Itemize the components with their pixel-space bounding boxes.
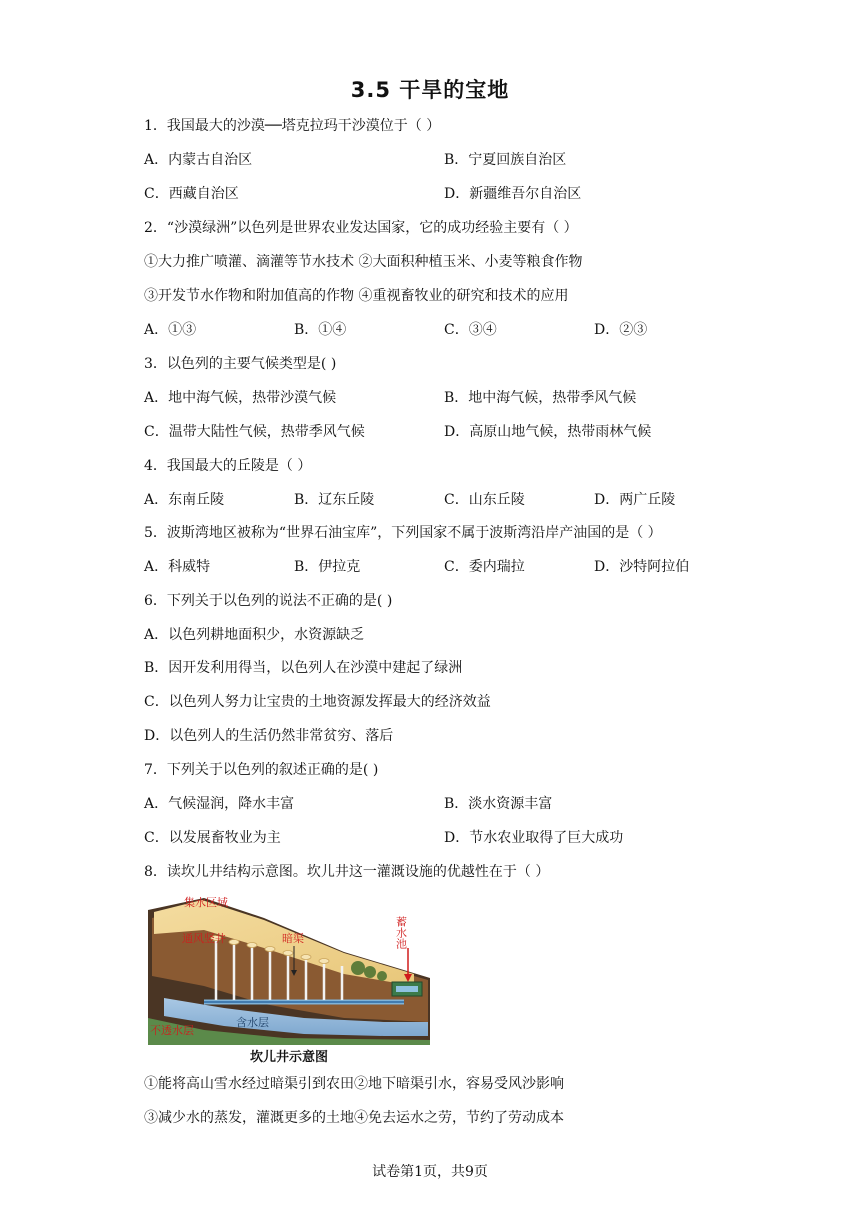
question-2-option-c: C．③④ [444, 322, 497, 338]
label-impermeable: 不透水层 [150, 1024, 194, 1037]
question-7-option-a: A．气候湿润，降水丰富 [144, 796, 295, 812]
question-6-option-c: C．以色列人努力让宝贵的土地资源发挥最大的经济效益 [144, 694, 491, 710]
question-6-option-d: D．以色列人的生活仍然非常贫穷、落后 [144, 728, 394, 744]
question-3-option-d: D．高原山地气候，热带雨林气候 [444, 424, 652, 440]
question-2-option-b: B．①④ [294, 322, 347, 338]
karez-diagram [144, 890, 434, 1070]
question-2-option-d: D．②③ [594, 322, 648, 338]
question-5-option-d: D．沙特阿拉伯 [594, 559, 690, 575]
question-1-option-c: C．西藏自治区 [144, 186, 239, 202]
question-3-option-a: A．地中海气候，热带沙漠气候 [144, 390, 337, 406]
question-2-statement-1: ①大力推广喷灌、滴灌等节水技术 ②大面积种植玉米、小麦等粮食作物 [144, 254, 583, 270]
question-7-option-b: B．淡水资源丰富 [444, 796, 553, 812]
question-4-option-b: B．辽东丘陵 [294, 492, 375, 508]
question-4-stem: 4．我国最大的丘陵是（ ） [144, 458, 312, 474]
question-6-stem: 6．下列关于以色列的说法不正确的是( ) [144, 593, 393, 609]
question-1-option-b: B．宁夏回族自治区 [444, 152, 567, 168]
label-reservoir: 蓄水池 [394, 916, 408, 949]
question-4-option-c: C．山东丘陵 [444, 492, 525, 508]
question-6-option-a: A．以色列耕地面积少，水资源缺乏 [144, 627, 365, 643]
question-3-option-c: C．温带大陆性气候，热带季风气候 [144, 424, 365, 440]
label-shaft: 通风竖井 [182, 932, 226, 945]
question-8-statement-2: ③减少水的蒸发，灌溉更多的土地④免去运水之劳，节约了劳动成本 [144, 1110, 564, 1126]
question-2-stem: 2．“沙漠绿洲”以色列是世界农业发达国家，它的成功经验主要有（ ） [144, 220, 578, 236]
question-1-stem: 1．我国最大的沙漠──塔克拉玛干沙漠位于（ ） [144, 118, 441, 134]
karez-illustration [144, 890, 434, 1045]
label-aquifer: 含水层 [236, 1016, 269, 1029]
question-8-stem: 8．读坎儿井结构示意图。坎儿井这一灌溉设施的优越性在于（ ） [144, 864, 550, 880]
label-channel: 暗渠 [282, 932, 304, 945]
question-2-statement-2: ③开发节水作物和附加值高的作物 ④重视畜牧业的研究和技术的应用 [144, 288, 569, 304]
question-7-option-c: C．以发展畜牧业为主 [144, 830, 281, 846]
question-3-option-b: B．地中海气候，热带季风气候 [444, 390, 637, 406]
question-3-stem: 3．以色列的主要气候类型是( ) [144, 356, 337, 372]
page-title: 3.5 干旱的宝地 [350, 78, 510, 102]
question-1-option-a: A．内蒙古自治区 [144, 152, 253, 168]
question-7-option-d: D．节水农业取得了巨大成功 [444, 830, 624, 846]
question-5-stem: 5．波斯湾地区被称为“世界石油宝库”，下列国家不属于波斯湾沿岸产油国的是（ ） [144, 525, 662, 541]
question-6-option-b: B．因开发利用得当，以色列人在沙漠中建起了绿洲 [144, 660, 463, 676]
question-5-option-c: C．委内瑞拉 [444, 559, 525, 575]
question-4-option-a: A．东南丘陵 [144, 492, 225, 508]
question-7-stem: 7．下列关于以色列的叙述正确的是( ) [144, 762, 379, 778]
question-5-option-a: A．科威特 [144, 559, 211, 575]
figure-caption: 坎儿井示意图 [249, 1050, 328, 1065]
question-1-option-d: D．新疆维吾尔自治区 [444, 186, 582, 202]
question-5-option-b: B．伊拉克 [294, 559, 361, 575]
question-8-statement-1: ①能将高山雪水经过暗渠引到农田②地下暗渠引水，容易受风沙影响 [144, 1076, 564, 1092]
label-catchment: 集水区域 [184, 896, 228, 909]
page-footer: 试卷第1页，共9页 [372, 1164, 488, 1180]
question-4-option-d: D．两广丘陵 [594, 492, 676, 508]
question-2-option-a: A．①③ [144, 322, 197, 338]
